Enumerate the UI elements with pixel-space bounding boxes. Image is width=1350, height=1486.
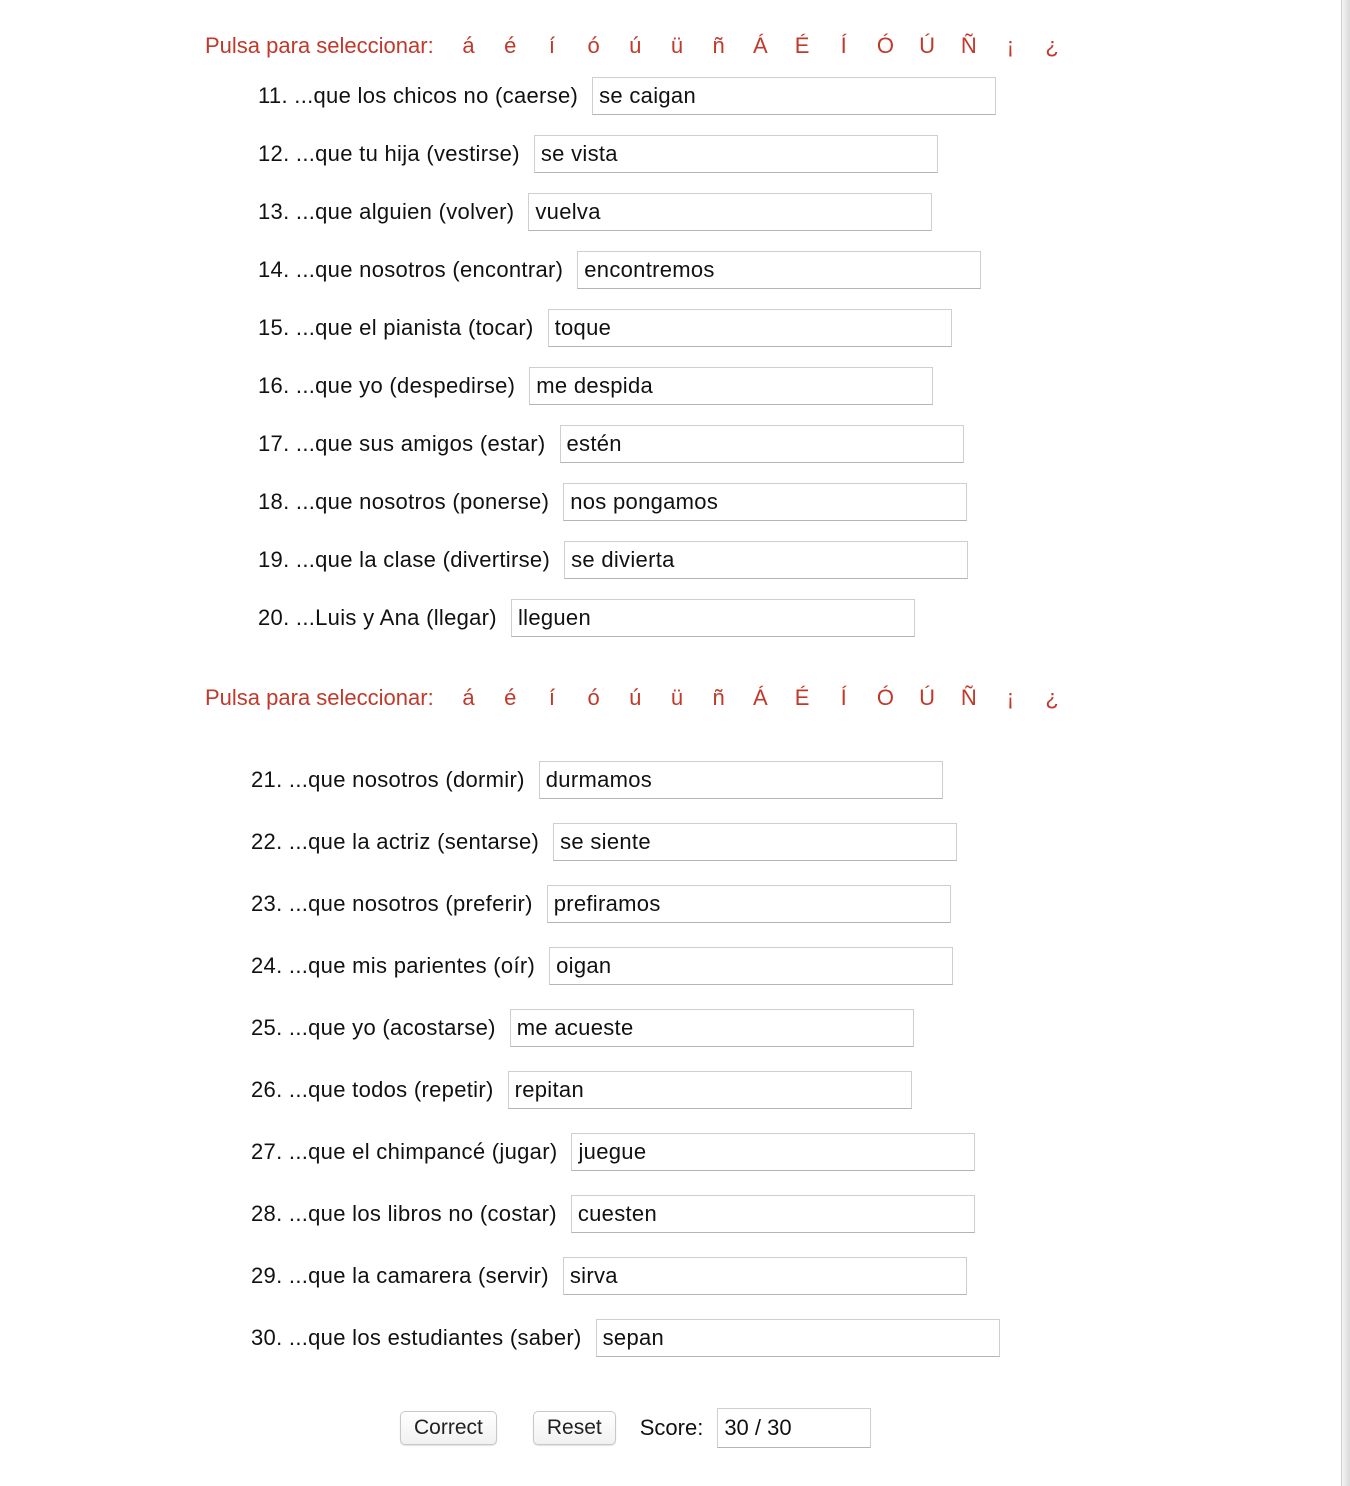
question-row bbox=[251, 884, 951, 924]
question-label bbox=[258, 315, 534, 341]
score-field bbox=[717, 1408, 871, 1448]
answer-input[interactable] bbox=[592, 77, 996, 115]
question-number: 18. bbox=[258, 489, 290, 514]
question-label bbox=[258, 605, 497, 631]
accent-char-a-acute[interactable]: á bbox=[462, 685, 475, 710]
accent-char-u-diaeresis[interactable]: ü bbox=[670, 33, 684, 58]
accent-picker-label: Pulsa para seleccionar: bbox=[205, 685, 434, 710]
answer-input[interactable] bbox=[571, 1195, 975, 1233]
question-prompt: ...que alguien (volver) bbox=[295, 199, 515, 224]
question-label bbox=[251, 891, 533, 917]
answer-input[interactable] bbox=[508, 1071, 912, 1109]
question-label bbox=[258, 199, 514, 225]
accent-picker-label: Pulsa para seleccionar: bbox=[205, 33, 434, 58]
answer-input[interactable] bbox=[547, 885, 951, 923]
question-number: 21. bbox=[251, 767, 283, 792]
question-prompt: ...que la camarera (servir) bbox=[288, 1263, 549, 1288]
quiz-controls bbox=[400, 1408, 871, 1448]
question-label bbox=[251, 767, 525, 793]
question-label bbox=[258, 547, 550, 573]
question-number: 17. bbox=[258, 431, 290, 456]
question-number: 13. bbox=[258, 199, 290, 224]
question-row bbox=[251, 1256, 967, 1296]
accent-char-u-acute[interactable]: ú bbox=[629, 685, 642, 710]
question-prompt: ...que los estudiantes (saber) bbox=[288, 1325, 582, 1350]
question-label bbox=[258, 489, 549, 515]
answer-input[interactable] bbox=[528, 193, 932, 231]
question-prompt: ...que el pianista (tocar) bbox=[295, 315, 534, 340]
question-label bbox=[258, 257, 563, 283]
question-row bbox=[258, 76, 996, 116]
question-number: 12. bbox=[258, 141, 290, 166]
answer-input[interactable] bbox=[548, 309, 952, 347]
question-label bbox=[251, 1139, 557, 1165]
question-prompt: ...que la actriz (sentarse) bbox=[288, 829, 540, 854]
score-label: Score: bbox=[639, 1415, 704, 1440]
question-row bbox=[251, 1070, 912, 1110]
question-prompt: ...que nosotros (preferir) bbox=[288, 891, 533, 916]
page-scrollbar[interactable] bbox=[1341, 0, 1350, 1486]
accent-char-A-acute[interactable]: Á bbox=[753, 685, 768, 710]
accent-char-O-acute[interactable]: Ó bbox=[876, 685, 894, 710]
answer-input[interactable] bbox=[571, 1133, 975, 1171]
answer-input[interactable] bbox=[563, 483, 967, 521]
question-row bbox=[258, 482, 967, 522]
accent-char-n-tilde[interactable]: ñ bbox=[712, 33, 725, 58]
question-prompt: ...que mis parientes (oír) bbox=[288, 953, 536, 978]
question-number: 23. bbox=[251, 891, 283, 916]
question-number: 24. bbox=[251, 953, 283, 978]
question-label bbox=[251, 829, 539, 855]
question-prompt: ...que los chicos no (caerse) bbox=[294, 83, 579, 108]
question-label bbox=[258, 83, 578, 109]
correct-button[interactable]: Correct bbox=[400, 1411, 497, 1445]
question-row bbox=[251, 1132, 975, 1172]
accent-char-E-acute[interactable]: É bbox=[794, 33, 810, 58]
question-number: 16. bbox=[258, 373, 290, 398]
accent-char-e-acute[interactable]: é bbox=[504, 685, 517, 710]
accent-char-N-tilde[interactable]: Ñ bbox=[960, 685, 977, 710]
question-row bbox=[251, 1008, 914, 1048]
answer-input[interactable] bbox=[577, 251, 981, 289]
question-number: 29. bbox=[251, 1263, 283, 1288]
answer-input[interactable] bbox=[534, 135, 938, 173]
question-label bbox=[251, 953, 535, 979]
question-prompt: ...que nosotros (encontrar) bbox=[295, 257, 564, 282]
reset-button[interactable]: Reset bbox=[533, 1411, 616, 1445]
question-prompt: ...que sus amigos (estar) bbox=[295, 431, 546, 456]
question-number: 14. bbox=[258, 257, 290, 282]
question-label bbox=[258, 141, 520, 167]
question-prompt: ...que la clase (divertirse) bbox=[295, 547, 551, 572]
question-number: 19. bbox=[258, 547, 290, 572]
accent-char-U-acute[interactable]: Ú bbox=[919, 685, 936, 710]
question-number: 26. bbox=[251, 1077, 283, 1102]
accent-char-N-tilde[interactable]: Ñ bbox=[960, 33, 977, 58]
accent-char-u-acute[interactable]: ú bbox=[629, 33, 642, 58]
question-row bbox=[258, 250, 981, 290]
question-row bbox=[251, 760, 943, 800]
answer-input[interactable] bbox=[563, 1257, 967, 1295]
accent-char-u-diaeresis[interactable]: ü bbox=[670, 685, 684, 710]
question-prompt: ...que nosotros (dormir) bbox=[288, 767, 525, 792]
answer-input[interactable] bbox=[596, 1319, 1000, 1357]
question-prompt: ...que nosotros (ponerse) bbox=[295, 489, 550, 514]
accent-char-inverted-question[interactable]: ¿ bbox=[1045, 685, 1059, 710]
question-number: 28. bbox=[251, 1201, 283, 1226]
question-row bbox=[251, 1194, 975, 1234]
question-row bbox=[258, 134, 938, 174]
accent-picker-bottom bbox=[205, 683, 1073, 713]
question-label bbox=[258, 373, 515, 399]
question-row bbox=[258, 598, 915, 638]
question-row bbox=[251, 1318, 1000, 1358]
question-number: 20. bbox=[258, 605, 290, 630]
answer-input[interactable] bbox=[560, 425, 964, 463]
accent-char-A-acute[interactable]: Á bbox=[753, 33, 768, 58]
accent-char-inverted-exclamation[interactable]: ¡ bbox=[1006, 33, 1015, 58]
answer-input[interactable] bbox=[549, 947, 953, 985]
accent-char-a-acute[interactable]: á bbox=[462, 33, 475, 58]
question-label bbox=[251, 1077, 494, 1103]
question-row bbox=[258, 366, 933, 406]
question-prompt: ...que yo (despedirse) bbox=[295, 373, 516, 398]
accent-char-o-acute[interactable]: ó bbox=[587, 685, 600, 710]
question-number: 27. bbox=[251, 1139, 283, 1164]
question-label bbox=[251, 1263, 549, 1289]
question-row bbox=[258, 308, 952, 348]
accent-char-inverted-exclamation[interactable]: ¡ bbox=[1006, 685, 1015, 710]
answer-input[interactable] bbox=[510, 1009, 914, 1047]
question-number: 15. bbox=[258, 315, 290, 340]
answer-input[interactable] bbox=[529, 367, 933, 405]
question-row bbox=[251, 822, 957, 862]
accent-char-I-acute[interactable]: Í bbox=[840, 685, 847, 710]
question-number: 25. bbox=[251, 1015, 283, 1040]
question-prompt: ...que tu hija (vestirse) bbox=[295, 141, 520, 166]
question-number: 30. bbox=[251, 1325, 283, 1350]
answer-input[interactable] bbox=[564, 541, 968, 579]
question-number: 22. bbox=[251, 829, 283, 854]
question-label bbox=[251, 1015, 496, 1041]
question-prompt: ...Luis y Ana (llegar) bbox=[295, 605, 497, 630]
accent-char-inverted-question[interactable]: ¿ bbox=[1045, 33, 1059, 58]
accent-picker-top bbox=[205, 31, 1073, 61]
question-label bbox=[251, 1325, 582, 1351]
accent-char-I-acute[interactable]: Í bbox=[840, 33, 847, 58]
accent-char-e-acute[interactable]: é bbox=[504, 33, 517, 58]
question-number: 11. bbox=[258, 83, 288, 108]
question-row bbox=[258, 192, 932, 232]
accent-char-i-acute[interactable]: í bbox=[548, 685, 555, 710]
accent-char-U-acute[interactable]: Ú bbox=[919, 33, 936, 58]
question-row bbox=[258, 540, 968, 580]
accent-char-n-tilde[interactable]: ñ bbox=[712, 685, 725, 710]
question-row bbox=[251, 946, 953, 986]
accent-char-O-acute[interactable]: Ó bbox=[876, 33, 894, 58]
answer-input[interactable] bbox=[539, 761, 943, 799]
accent-char-i-acute[interactable]: í bbox=[548, 33, 555, 58]
question-label bbox=[251, 1201, 557, 1227]
question-row bbox=[258, 424, 964, 464]
question-prompt: ...que los libros no (costar) bbox=[288, 1201, 557, 1226]
question-prompt: ...que el chimpancé (jugar) bbox=[288, 1139, 558, 1164]
accent-char-o-acute[interactable]: ó bbox=[587, 33, 600, 58]
accent-char-E-acute[interactable]: É bbox=[794, 685, 810, 710]
question-prompt: ...que yo (acostarse) bbox=[288, 1015, 496, 1040]
answer-input[interactable] bbox=[511, 599, 915, 637]
answer-input[interactable] bbox=[553, 823, 957, 861]
question-prompt: ...que todos (repetir) bbox=[288, 1077, 494, 1102]
question-label bbox=[258, 431, 546, 457]
